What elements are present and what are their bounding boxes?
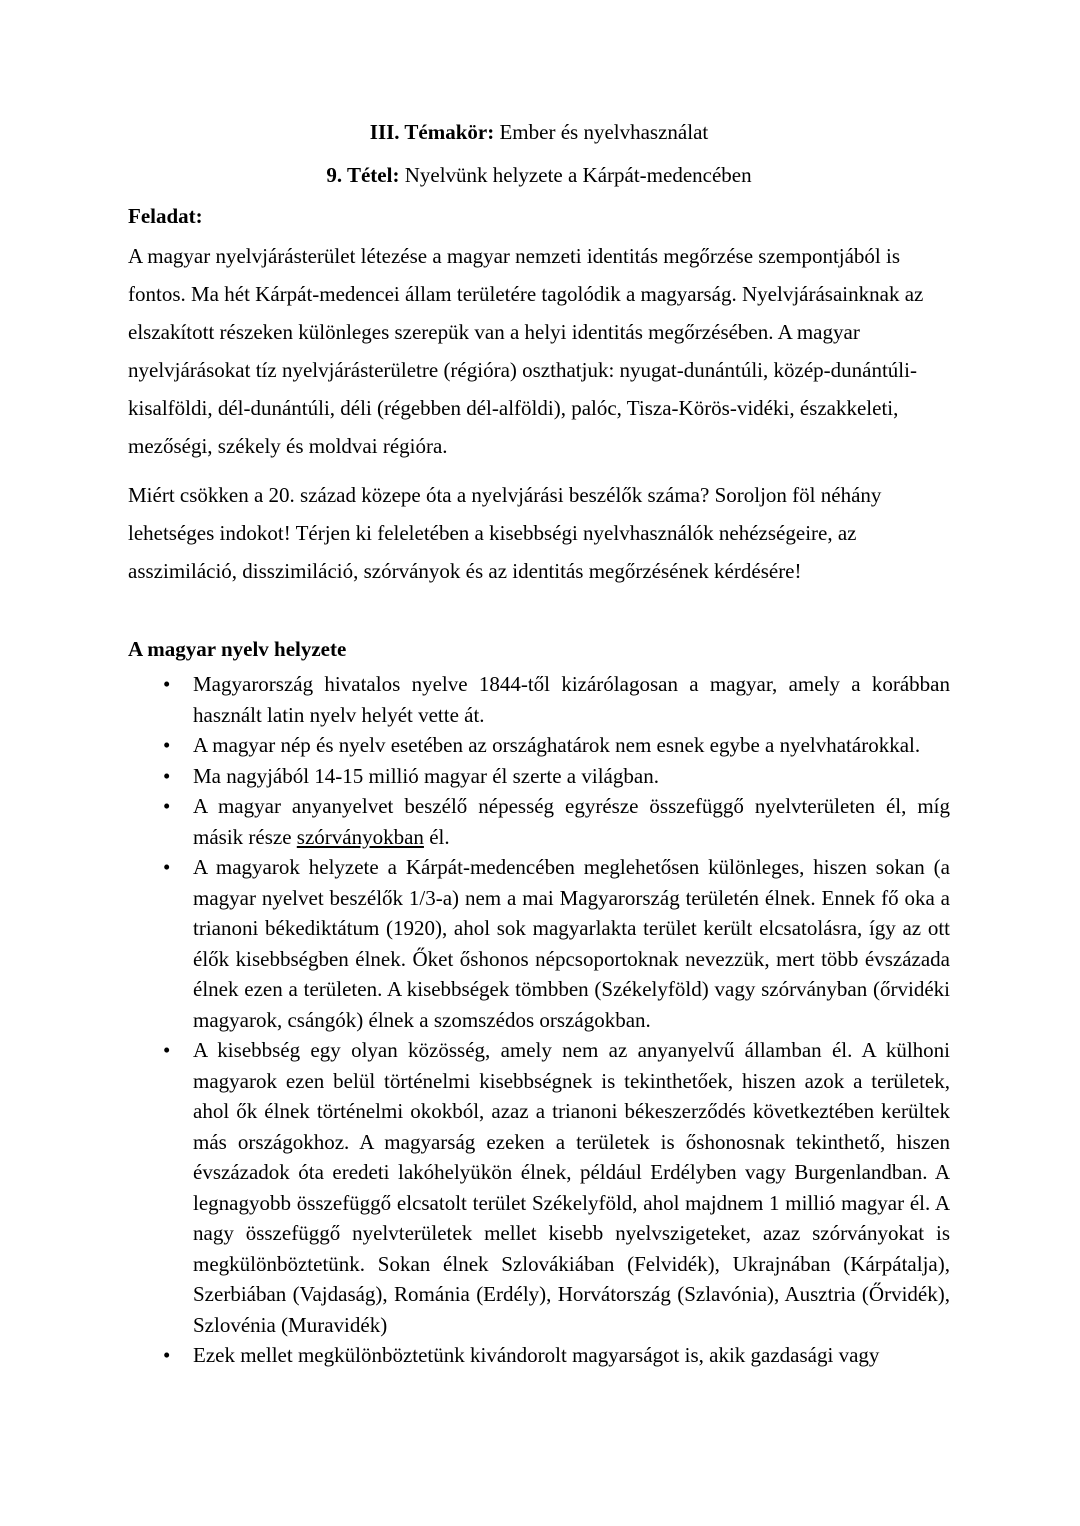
- list-item-text: él.: [423, 824, 450, 849]
- topic-text: Ember és nyelvhasználat: [494, 120, 709, 144]
- section-heading: A magyar nyelv helyzete: [128, 637, 347, 661]
- list-item: • A magyar nép és nyelv esetében az országhatárok nem esnek egybe a nyelvhatárokkal.: [163, 730, 950, 761]
- task-label: Feladat:: [128, 204, 203, 228]
- list-item: • Magyarország hivatalos nyelve 1844-től kizárólagosan a magyar, amely a korábban használt latin nyelv helyét vette át.: [163, 669, 950, 730]
- paragraph-2: Miért csökken a 20. század közepe óta a nyelvjárási beszélők száma? Soroljon föl néhány lehetséges indokot! Térjen ki feleletében a kisebbségi nyelvhasználók nehézségeire, az asszimiláció, disszimiláció, szórványok és az identitás megőrzésének kérdésére!: [128, 483, 882, 583]
- topic-label: III. Témakör:: [369, 120, 495, 144]
- list-item-text: A magyar anyanyelvet beszélő népesség egyrésze összefüggő nyelvterületen él, míg másik része: [193, 794, 950, 849]
- list-item: • Ezek mellet megkülönböztetünk kivándorolt magyarságot is, akik gazdasági vagy: [163, 1340, 950, 1371]
- thesis-label: 9. Tétel:: [326, 163, 400, 187]
- topic-heading: [128, 113, 950, 151]
- underlined-text: szórványokban: [296, 824, 424, 849]
- list-item: • A magyarok helyzete a Kárpát-medencében meglehetősen különleges, hiszen sokan (a magyar nyelvet beszélők 1/3-a) nem a mai Magyarország területén élnek. Ennek fő oka a trianoni békediktátum (1920), ahol sok magyarlakta terület került elcsatolásra, így az ott élők kisebbségben élnek. Őket őshonos népcsoportoknak nevezzük, mert több évszázada élnek ezen a területen. A kisebbségek tömbben (Székelyföld) vagy szórványban (őrvidéki magyarok, csángók) élnek a szomszédos országokban.: [163, 852, 950, 1035]
- thesis-text: Nyelvünk helyzete a Kárpát-medencében: [399, 163, 752, 187]
- list-item: • A kisebbség egy olyan közösség, amely nem az anyanyelvű államban él. A külhoni magyarok ezen belül történelmi kisebbségnek is tekinthetőek, hiszen azok a területek, ahol ők élnek történelmi okokból, azaz a trianoni békeszerződés következtében kerültek más országokhoz. A magyarság ezeken a területek is őshonosnak tekinthető, hiszen évszázadok óta eredeti lakóhelyükön élnek, például Erdélyben vagy Burgenlandban. A legnagyobb összefüggő elcsatolt terület Székelyföld, ahol majdnem 1 millió magyar él. A nagy összefüggő nyelvterületek mellet kisebb nyelvszigeteket, azaz szórványokat is megkülönböztetünk. Sokan élnek Szlovákiában (Felvidék), Ukrajnában (Kárpátalja), Szerbiában (Vajdaság), Románia (Erdély), Horvátország (Szlavónia), Ausztria (Őrvidék), Szlovénia (Muravidék): [163, 1035, 950, 1340]
- thesis-heading: [128, 156, 950, 194]
- list-item: [163, 791, 950, 852]
- paragraph-1: A magyar nyelvjárásterület létezése a magyar nemzeti identitás megőrzése szempontjából is fontos. Ma hét Kárpát-medencei állam területére tagolódik a magyarság. Nyelvjárásainknak az elszakított részeken különleges szerepük van a helyi identitás megőrzésében. A magyar nyelvjárásokat tíz nyelvjárásterületre (régióra) oszthatjuk: nyugat-dunántúli, közép-dunántúli-kisalföldi, dél-dunántúli, déli (régebben dél-alföldi), palóc, Tisza-Körös-vidéki, északkeleti, mezőségi, székely és moldvai régióra.: [128, 244, 924, 458]
- bullet-list: [163, 669, 950, 1371]
- list-item: • Ma nagyjából 14-15 millió magyar él szerte a világban.: [163, 761, 950, 792]
